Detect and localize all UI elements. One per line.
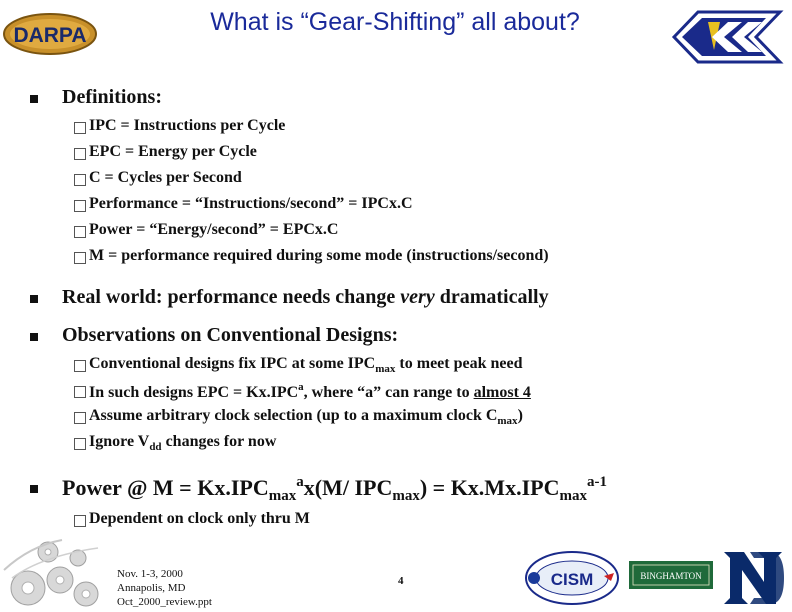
definition-item: Performance = “Instructions/second” = IPCx.C bbox=[89, 195, 413, 212]
observation-text: Assume arbitrary clock selection (up to a maximum clock C bbox=[89, 407, 498, 424]
darpa-logo bbox=[2, 10, 102, 58]
page-number: 4 bbox=[398, 575, 404, 587]
footer-location: Annapolis, MD bbox=[117, 582, 186, 594]
observation-text: to meet peak need bbox=[395, 355, 523, 372]
footer-date: Nov. 1-3, 2000 bbox=[117, 568, 183, 580]
subscript: max bbox=[497, 415, 518, 427]
checkbox-icon bbox=[74, 174, 86, 186]
real-world-prefix: Real world: performance needs change bbox=[62, 286, 401, 308]
slide-title: What is “Gear-Shifting” all about? bbox=[210, 8, 580, 36]
bullet-marker bbox=[30, 333, 38, 341]
cism-logo-text: CISM bbox=[550, 570, 594, 589]
real-world-line bbox=[62, 286, 549, 309]
footer-filename: Oct_2000_review.ppt bbox=[117, 596, 212, 608]
pacc-logo-text: PACC bbox=[727, 66, 731, 67]
binghamton-logo-text: BINGHAMTON bbox=[640, 571, 702, 581]
observation-item bbox=[89, 355, 523, 375]
observation-text: Conventional designs fix IPC at some IPC bbox=[89, 355, 376, 372]
checkbox-icon bbox=[74, 360, 86, 372]
superscript: a bbox=[296, 474, 304, 490]
real-world-emphasis: very bbox=[400, 286, 435, 308]
observation-text: ) bbox=[517, 407, 523, 424]
checkbox-icon bbox=[74, 412, 86, 424]
bullet-marker bbox=[30, 485, 38, 493]
checkbox-icon bbox=[74, 515, 86, 527]
definition-item: M = performance required during some mode (instructions/second) bbox=[89, 247, 549, 264]
observation-item bbox=[89, 407, 523, 427]
darpa-logo-text: DARPA bbox=[13, 24, 87, 47]
checkbox-icon bbox=[74, 200, 86, 212]
subscript: max bbox=[375, 363, 396, 375]
binghamton-logo bbox=[629, 561, 713, 589]
definition-item: C = Cycles per Second bbox=[89, 169, 242, 186]
definitions-heading: Definitions: bbox=[62, 86, 162, 108]
power-formula bbox=[62, 474, 607, 505]
subscript: max bbox=[268, 488, 297, 504]
observations-heading: Observations on Conventional Designs: bbox=[62, 324, 399, 346]
real-world-suffix: dramatically bbox=[434, 286, 549, 308]
checkbox-icon bbox=[74, 226, 86, 238]
footer-info bbox=[117, 567, 212, 609]
observation-text: changes for now bbox=[161, 433, 277, 450]
bullet-marker bbox=[30, 295, 38, 303]
checkbox-icon bbox=[74, 252, 86, 264]
formula-text: Power @ M = Kx.IPC bbox=[62, 475, 269, 500]
observation-item bbox=[89, 381, 531, 402]
checkbox-icon bbox=[74, 122, 86, 134]
observation-text: Ignore V bbox=[89, 433, 150, 450]
power-sub-item: Dependent on clock only thru M bbox=[89, 510, 310, 527]
definition-item: Power = “Energy/second” = EPCx.C bbox=[89, 221, 339, 238]
checkbox-icon bbox=[74, 438, 86, 450]
subscript: max bbox=[559, 488, 587, 504]
gears-graphic bbox=[2, 536, 110, 610]
cism-logo bbox=[524, 550, 620, 606]
underlined-text: almost 4 bbox=[473, 384, 531, 401]
observation-item bbox=[89, 433, 276, 453]
superscript: a bbox=[298, 381, 304, 393]
notre-dame-logo-text: ND bbox=[753, 606, 755, 607]
superscript: a-1 bbox=[586, 474, 607, 490]
observation-text: In such designs EPC = Kx.IPC bbox=[89, 384, 299, 401]
checkbox-icon bbox=[74, 148, 86, 160]
subscript: max bbox=[392, 488, 420, 504]
bullet-marker bbox=[30, 95, 38, 103]
definition-item: IPC = Instructions per Cycle bbox=[89, 117, 286, 134]
formula-text: x(M/ IPC bbox=[303, 475, 393, 500]
subscript: dd bbox=[149, 441, 162, 453]
formula-text: ) = Kx.Mx.IPC bbox=[419, 475, 560, 500]
observation-text: , where “a” can range to bbox=[303, 384, 474, 401]
definition-item: EPC = Energy per Cycle bbox=[89, 143, 257, 160]
checkbox-icon bbox=[74, 386, 86, 398]
notre-dame-logo bbox=[720, 548, 788, 608]
pacc-logo bbox=[668, 6, 790, 68]
